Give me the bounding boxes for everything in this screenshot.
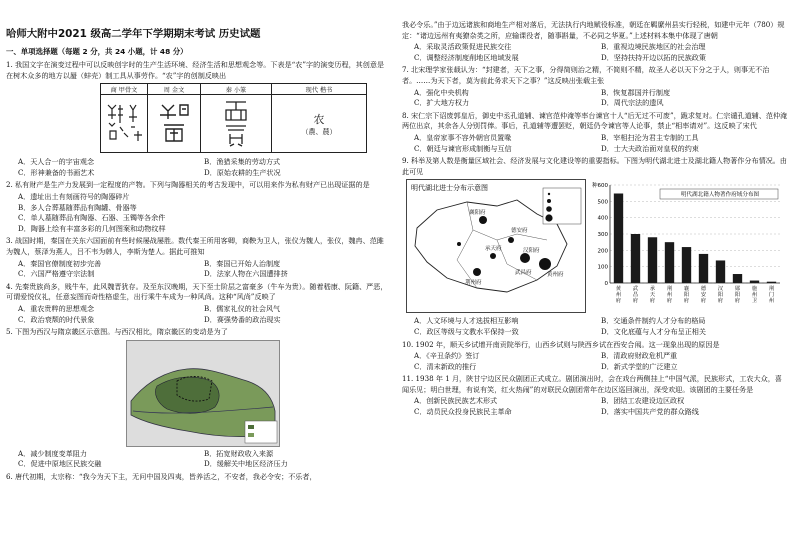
map-label: 汉阳府: [523, 248, 540, 255]
bar: [767, 282, 776, 283]
question-1-options: [18, 157, 390, 178]
option-d[interactable]: D．法家人物在六国遭排挤: [204, 269, 288, 279]
option-b[interactable]: B．儒家礼仪的社会风气: [204, 303, 281, 313]
y-tick-label: 300: [597, 232, 608, 239]
option-b[interactable]: B．清政府财政危机严重: [601, 351, 678, 361]
question-2-stem: 2. 私有财产是生产力发展到一定程度的产物。下列与陶器相关的考古发现中，可以用来作为私有财产已出现证据的是: [6, 180, 370, 190]
option-a[interactable]: A．创新民族民族艺术形式: [414, 396, 498, 406]
question-4-options: [18, 304, 390, 325]
option-a[interactable]: A．皇帝家事不容外朝官员置喙: [414, 132, 512, 142]
option-b[interactable]: B．重视边境民族地区的社会治理: [601, 42, 706, 52]
x-tick-label: 荆门州: [768, 286, 775, 305]
option-d[interactable]: D．缓解关中地区经济压力: [204, 459, 288, 469]
x-tick-label: 郧阳府: [734, 286, 741, 305]
option-d[interactable]: D．新式学堂的广泛建立: [601, 361, 678, 371]
x-tick-label: 施州卫: [751, 286, 758, 305]
option-b[interactable]: B．渔猎采集的劳动方式: [204, 157, 281, 167]
question-6-continued: 我必令乐。”由于边远诸族和商地生产相对落后，无法执行内地赋役标准，朝廷在羁縻州县实行轻税，如建中元年（780）规定：“诸边远州有夷獠杂类之所，应输课役者，随事斟量，不必同之华夏。”上述材料本集中体现了唐朝: [402, 20, 785, 40]
script-evolution-table: [100, 83, 367, 153]
option-d[interactable]: D．陶器上绘有丰富多彩的几何图案和动物纹样: [18, 223, 166, 233]
bar: [682, 247, 691, 283]
option-d[interactable]: D．文化底蕴与人才分布呈正相关: [601, 326, 706, 336]
option-c[interactable]: C．单人墓随葬品有陶器、石器、玉镯等各余件: [18, 213, 166, 223]
bronze-glyph-icon: [154, 99, 194, 147]
map-title: 明代湖北进士分布示意图: [411, 184, 488, 193]
capital-region-map-icon: [127, 341, 279, 446]
question-3-stem: 3. 战国时期，秦国在关东六国面前有些时候屡战屡胜。数代秦王所用客卿，商鞅为卫人，张仪为魏人，张仪，魏冉、范雎为魏人，蔡泽为燕人，吕不韦为韩人，李斯为楚人。据此可推知: [6, 236, 384, 256]
hubei-works-bar-chart: [588, 179, 784, 311]
y-tick-label: 0: [604, 281, 608, 288]
option-a[interactable]: A．天人合一的宇宙观念: [18, 157, 95, 167]
question-10-stem: 10. 1902 年，顺天乡试增开南贡院举行，山西乡试则与陕西乡试在西安合闱。这一现象出现的原因是: [402, 339, 720, 349]
map-label: 黄州府: [547, 272, 564, 279]
question-11-stem: 11. 1938 年 1 月，陕甘宁边区民众剧团正式成立。剧团演出时，会在戏台两侧挂上“中国气派，民族形式，工农大众，喜闻乐见；明白世理，有说有笑，红火热闹”的对联民众剧团常年在边区巡回演出，深受欢迎。该剧团的主要任务是: [402, 374, 782, 394]
question-11-options: [414, 396, 788, 417]
option-d[interactable]: D．原始农耕的生产状况: [204, 167, 281, 177]
option-a[interactable]: A．遗址出土有刻画符号的陶器碎片: [18, 191, 130, 201]
option-b[interactable]: B．秦国已开始人治制度: [204, 258, 281, 268]
option-b[interactable]: B．团结工农建设边区政权: [601, 396, 685, 406]
x-tick-label: 承天府: [649, 286, 656, 305]
chart-title: 明代湖北籍人物著作府域分布图: [680, 192, 760, 199]
table-header: 商 甲骨文: [101, 84, 148, 95]
option-d[interactable]: D．赛强势番的政治现实: [204, 314, 281, 324]
y-tick-label: 400: [597, 215, 608, 222]
option-c[interactable]: C．六国严格遵守宗法制: [18, 269, 95, 279]
map-label: 德安府: [511, 228, 528, 235]
map-label: 荆州府: [465, 280, 482, 287]
seal-script-glyph: [201, 95, 272, 153]
left-column: [4, 0, 392, 560]
y-tick-label: 600: [597, 183, 608, 190]
bar: [665, 242, 674, 283]
question-2-options: [18, 192, 390, 234]
x-tick-label: 武昌府: [632, 286, 639, 305]
table-header: 秦 小篆: [201, 84, 272, 95]
option-d[interactable]: D．士大夫政治面对皇权的约束: [601, 143, 699, 153]
bronze-script-glyph: [148, 95, 201, 153]
question-7-options: [414, 88, 788, 109]
page-title: 哈师大附中2021 级高二学年下学期期末考试 历史试题: [6, 28, 261, 40]
bar: [699, 254, 708, 283]
option-a[interactable]: A．人文环境与人才选拔相互影响: [414, 316, 519, 326]
table-header: 周 金文: [148, 84, 201, 95]
question-6-options: [414, 42, 788, 63]
question-5-options: [18, 449, 390, 470]
option-c[interactable]: C．政区等级与文教水平保持一致: [414, 326, 519, 336]
option-c[interactable]: C．促进中原地区民族交融: [18, 459, 102, 469]
option-a[interactable]: A．强化中央机构: [414, 87, 469, 97]
map-label: 襄阳府: [469, 210, 486, 217]
x-tick-label: 荆州府: [666, 286, 673, 305]
oracle-glyph-icon: [104, 99, 144, 147]
question-9-figures: [402, 179, 790, 314]
option-d[interactable]: D．坚持扶持开边以拓的民族政策: [601, 52, 706, 62]
bar: [733, 274, 742, 283]
question-9-options: [414, 316, 788, 337]
han-sui-capital-map: [126, 340, 280, 447]
question-8-options: [414, 133, 788, 154]
option-d[interactable]: D．周代宗法的遗风: [601, 98, 664, 108]
option-c[interactable]: C．政治衰颓的时代景象: [18, 314, 95, 324]
option-a[interactable]: A．秦国官僚制度初步完善: [18, 258, 102, 268]
option-c[interactable]: C．调整经济制度削地区地域发展: [414, 52, 519, 62]
modern-character: 农: [313, 112, 325, 126]
question-9-stem: 9. 科举及第人数是衡量区域社会、经济发展与文化建设等的重要指标。下图为明代湖北进士及湖北籍人物著作分布情况。由此可见: [402, 156, 787, 176]
question-6-stem: 6. 唐代初期，太宗称：“我今为天下主，无问中国及四夷，皆养活之，不安者，我必令安；不乐者，: [6, 471, 317, 481]
question-10-options: [414, 351, 788, 372]
y-tick-label: 200: [597, 248, 608, 255]
bar: [750, 281, 759, 283]
oracle-bone-glyphs: [101, 95, 148, 153]
y-axis-label: 种: [592, 183, 598, 190]
option-c[interactable]: C．动员民众投身民族民主革命: [414, 407, 512, 417]
option-b[interactable]: B．恢复郡国并行制度: [601, 87, 671, 97]
x-tick-label: 黄州府: [615, 286, 622, 305]
bar: [648, 238, 657, 284]
question-8-stem: 8. 宋仁宗下诏废郭皇后，御史中丞孔道辅、谏官范仲淹等率台谏官十人“后无过不可废”，跪求复对。仁宗谴孔道辅、范仲淹两位出京，其余各人分别罚俸。事后，孔道辅等遭罢贬，朝廷仍令谏官等人论事，禁止“相率请对”。这反映了宋代: [402, 110, 788, 131]
modern-script-cell: [272, 95, 367, 153]
x-tick-label: 汉阳府: [717, 286, 724, 305]
bar: [716, 261, 725, 284]
option-c[interactable]: C．扩大地方权力: [414, 98, 470, 108]
option-a[interactable]: A．重农贵粹的思想观念: [18, 303, 95, 313]
map-label: 武昌府: [515, 270, 532, 277]
seal-glyph-icon: [220, 98, 252, 148]
option-b[interactable]: B．宰相扫沦为君主专制的工具: [601, 132, 699, 142]
option-c[interactable]: C．朝廷与谏官形成制衡与互信: [414, 143, 512, 153]
question-4-stem: 4. 先秦贵族尚多，贱牛车，此风魏晋犹存。及至东汉晚期，天下至士阶层之富豪多（牛车为贵）。随着嵇康、阮籍、严恶，可谓爱悦仪礼，任意妄图而奇性格虚生，出行乘牛车成为一种风尚。这种“风尚”反映了: [6, 281, 388, 302]
option-b[interactable]: B．多人合葬墓随葬品有陶罐、骨器等: [18, 202, 137, 212]
option-a[interactable]: A．减少制度变革阻力: [18, 448, 87, 458]
x-tick-label: 德安府: [700, 286, 707, 305]
option-c[interactable]: C．形神兼备的书画艺术: [18, 167, 95, 177]
option-a[interactable]: A．《辛丑条约》签订: [414, 351, 480, 361]
x-tick-label: 襄阳府: [683, 286, 690, 305]
section-heading: 一、单项选择题（每题 2 分，共 24 小题，计 48 分）: [6, 47, 188, 56]
option-d[interactable]: D．落实中国共产党的群众路线: [601, 407, 699, 417]
option-a[interactable]: A．采取灵活政策促进民族交往: [414, 42, 512, 52]
option-c[interactable]: C．清末新政的推行: [414, 361, 477, 371]
question-7-stem: 7. 北宋理学家张载认为：“封建者，天下之事，分得简则治之精，不简则不精，故圣人必以天下分之于人，则事无不治者。……为天下者，莫为前此务求天下之事？”这反映出张载主张: [402, 65, 770, 85]
hubei-map-icon: [407, 180, 585, 312]
bar: [631, 234, 640, 283]
bar-chart: [588, 179, 784, 311]
table-header: 现代 楷书: [272, 84, 367, 95]
y-tick-label: 100: [597, 264, 608, 271]
question-1-stem: 1. 我国文字在演变过程中可以反映创字时的生产生活环境、经济生活和思想观念等。下表是“农”字的演变历程，其创意是在树木众多的地方以蜃（蚌壳）制工具从事劳作。“农”字的创制反映出: [6, 60, 385, 80]
option-b[interactable]: B．拓宽财政收入来源: [204, 448, 274, 458]
hubei-jinshi-map: [406, 179, 586, 313]
option-b[interactable]: B．交通条件制约人才分布的格局: [601, 316, 706, 326]
question-3-options: [18, 259, 390, 280]
bar: [614, 194, 623, 284]
right-column: [400, 0, 790, 560]
map-label: 承天府: [485, 246, 502, 253]
y-tick-label: 500: [597, 199, 608, 206]
modern-variants: （農、辳）: [301, 127, 337, 136]
question-5-stem: 5. 下图为西汉与隋京畿区示意图。与西汉相比，隋京畿区的变动是为了: [6, 327, 228, 337]
